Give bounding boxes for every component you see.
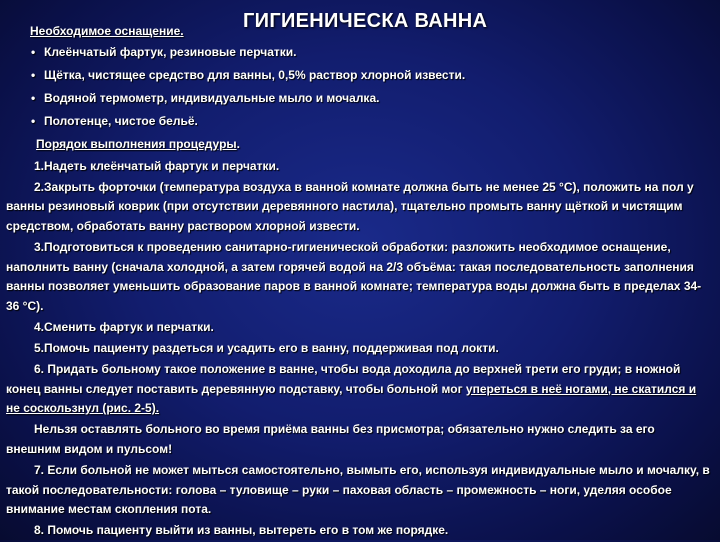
slide-title: ГИГИЕНИЧЕСКА ВАННА [243,10,488,32]
equipment-item-text: Полотенце, чистое бельё. [44,113,198,128]
step-6-text: 6. Придать больному такое положение в ванне, чтобы вода доходила до верхней трети его груди; в ножной конец ванны следует поставить деревянную подставку, чтобы больной мог [6,361,681,396]
procedure-heading-suffix: . [236,136,240,151]
equipment-heading [30,24,184,38]
slide-body [6,43,712,542]
procedure-heading [6,135,712,155]
equipment-list [6,43,712,132]
step-8: 8. Помочь пациенту выйти из ванны, вытереть его в том же порядке. [34,523,449,538]
procedure-heading-label: Порядок выполнения процедуры [36,136,237,151]
equipment-item [6,112,712,132]
equipment-item-text: Клеёнчатый фартук, резиновые перчатки. [44,45,297,59]
step-7: 7. Если больной не может мыться самостоятельно, вымыть его, используя индивидуальные мыло и мочалку, в такой последовательности: голова – туловище – руки – паховая область – промежность – ноги, уделяя особое внимание местам скопления пота. [6,462,710,517]
equipment-item-text: Щётка, чистящее средство для ванны, 0,5% раствор хлорной извести. [44,67,466,82]
equipment-item [6,66,712,86]
step-6-underlined-text: упереться в неё ногами, не скатился и не соскользнул (рис. 2-5). [6,381,697,416]
equipment-item [6,89,712,109]
step-4: 4.Сменить фартук и перчатки. [34,319,214,334]
equipment-item [6,43,712,63]
title-row [30,6,710,40]
step-3: 3.Подготовиться к проведению санитарно-гигиенической обработки: разложить необходимое оснащение, наполнить ванну (сначала холодной, а затем горячей водой на 2/3 объёма: такая последовательность заполнения ванны позволяет уменьшить образование паров в ванной комнате; температура воды должна быть в пределах 34-36 °С). [6,239,702,313]
equipment-item-text: Водяной термометр, индивидуальные мыло и мочалка. [44,90,380,105]
equipment-heading-suffix: . [180,24,184,38]
step-1: 1.Надеть клеёнчатый фартук и перчатки. [34,158,280,173]
step-5: 5.Помочь пациенту раздеться и усадить его в ванну, поддерживая под локти. [34,340,499,355]
warning-note: Нельзя оставлять больного во время приёма ванны без присмотра; обязательно нужно следить за его внешним видом и пульсом! [6,422,655,456]
step-6 [6,360,712,419]
equipment-heading-label: Необходимое оснащение [30,24,181,38]
step-2: 2.Закрыть форточки (температура воздуха в ванной комнате должна быть не менее 25 °С), положить на пол у ванны резиновый коврик (при отсутствии деревянного настила), тщательно промыть ванну щёткой и чистящим средством, обработать ванну раствором хлорной извести. [6,179,694,233]
